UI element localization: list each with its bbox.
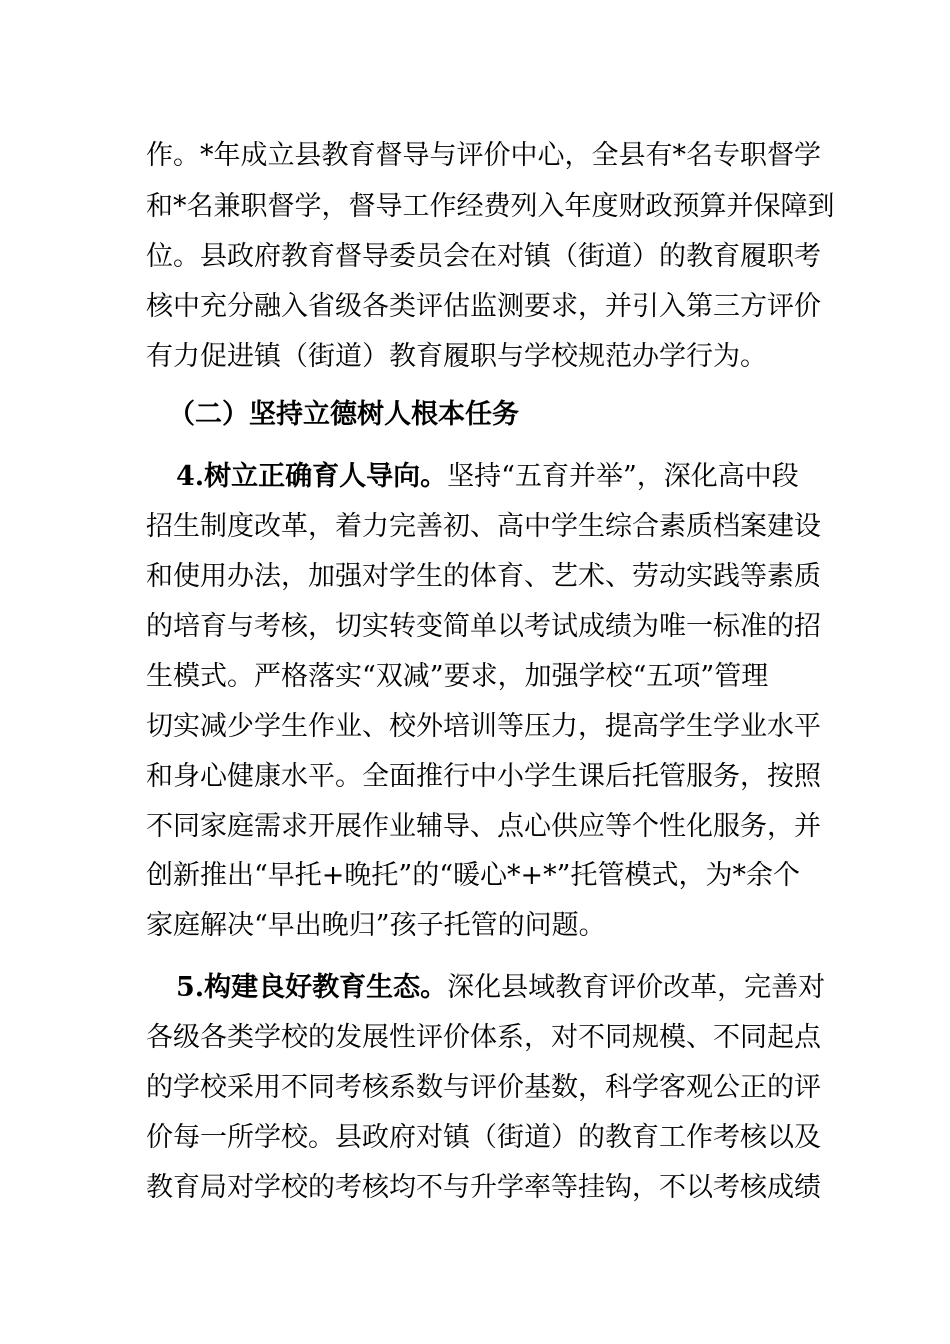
- item-5-title: 5.构建良好教育生态。: [176, 972, 448, 1003]
- item-4-line-4: 的培育与考核，切实转变简单以考试成绩为唯一标准的招: [146, 611, 821, 642]
- item-4-line-5: 生模式。严格落实“双减”要求，加强学校“五项”管理: [146, 661, 769, 692]
- item-4-line-3: 和使用办法，加强对学生的体育、艺术、劳动实践等素质: [146, 561, 821, 592]
- item-5-line-2: 各级各类学校的发展性评价体系，对不同规模、不同起点: [146, 1022, 821, 1053]
- item-4-first-line-text: 坚持“五育并举”，深化高中段: [447, 461, 799, 492]
- item-4-line-10: 家庭解决“早出晚归”孩子托管的问题。: [146, 910, 606, 941]
- item-4-line-6: 切实减少学生作业、校外培训等压力，提高学生学业水平: [146, 711, 821, 742]
- paragraph-1-line-3: 位。县政府教育督导委员会在对镇（街道）的教育履职考: [146, 241, 821, 272]
- paragraph-1-line-1: 作。*年成立县教育督导与评价中心，全县有*名专职督学: [146, 140, 821, 171]
- item-4-line-2: 招生制度改革，着力完善初、高中学生综合素质档案建设: [146, 511, 821, 542]
- item-5-first-line: [176, 970, 836, 1006]
- item-4-first-line: [176, 459, 836, 495]
- paragraph-1-line-2: 和*名兼职督学，督导工作经费列入年度财政预算并保障到: [146, 191, 835, 222]
- paragraph-1-line-5: 有力促进镇（街道）教育履职与学校规范办学行为。: [146, 341, 767, 372]
- item-4-line-9: 创新推出“早托+晚托”的“暖心*+*”托管模式，为*余个: [146, 860, 800, 891]
- item-5-line-3: 的学校采用不同考核系数与评价基数，科学客观公正的评: [146, 1072, 821, 1103]
- paragraph-1-line-4: 核中充分融入省级各类评估监测要求，并引入第三方评价: [146, 291, 821, 322]
- item-4-line-8: 不同家庭需求开展作业辅导、点心供应等个性化服务，并: [146, 811, 821, 842]
- section-heading: （二）坚持立德树人根本任务: [168, 399, 519, 430]
- item-5-first-line-text: 深化县域教育评价改革，完善对: [447, 972, 826, 1003]
- item-4-title: 4.树立正确育人导向。: [176, 461, 448, 492]
- item-5-line-5: 教育局对学校的考核均不与升学率等挂钩，不以考核成绩: [146, 1172, 821, 1203]
- item-5-line-4: 价每一所学校。县政府对镇（街道）的教育工作考核以及: [146, 1122, 821, 1153]
- item-4-line-7: 和身心健康水平。全面推行中小学生课后托管服务，按照: [146, 761, 821, 792]
